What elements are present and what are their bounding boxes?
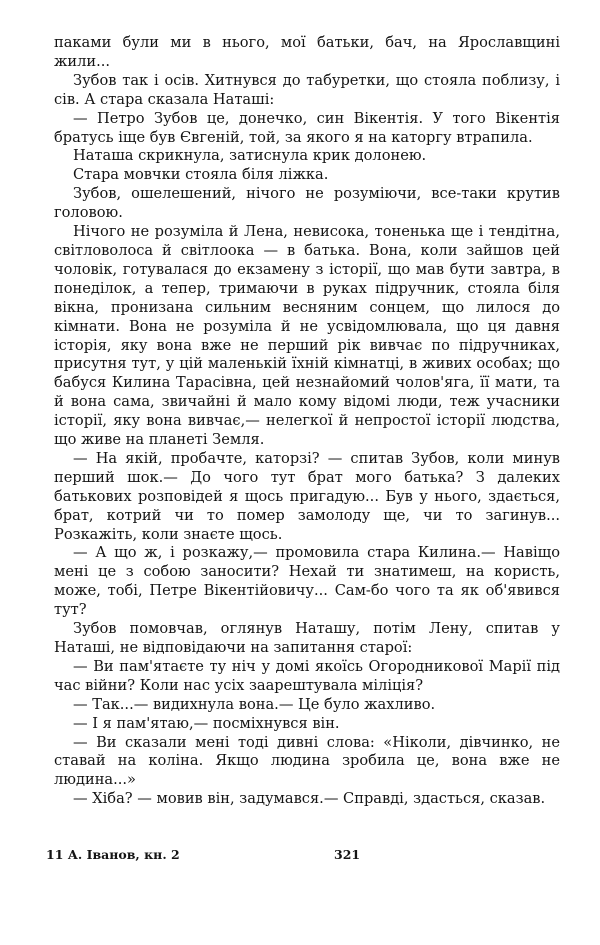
- paragraph-13: — І я пам'ятаю,— посміхнувся він.: [73, 714, 340, 732]
- paragraph-7: Нічого не розуміла й Лена, невисока, тоненька ще і тендітна, світловолоса й світлоока — в батька. Вона, коли зайшов цей чоловік, готувалася до екзамену з історії, що мав бути завтра, в понеділок, а тепер, тримаючи в руках підручник, стояла біля вікна, пронизана сильним весняним сонцем, що лилося до кімнати. Вона не розуміла й не усвідомлювала, що ця давня історія, яку вона вже не перший рік вивчає по підручниках, присутня тут, у цій маленькій їхній кімнатці, в живих особах; що бабуся Килина Тарасівна, цей незнайомий чолов'яга, її мати, та й вона сама, звичайні й мало кому відомі люди, теж учасники історії, яку вона вивчає,— нелегкої й непростої історії людства, що живе на планеті Земля.: [54, 223, 560, 449]
- paragraph-8: — На якій, пробачте, каторзі? — спитав Зубов, коли минув перший шок.— До чого тут брат мого батька? З далеких батькових розповідей я щось пригадую... Був у нього, здається, брат, котрий чи то помер замолоду ще, чи то загинув... Розкажіть, коли знаєте щось.: [54, 449, 560, 543]
- paragraph-12: — Так...— видихнула вона.— Це було жахливо.: [73, 695, 436, 713]
- page-number: 321: [334, 847, 361, 862]
- paragraph-14: — Ви сказали мені тоді дивні слова: «Ніколи, дівчинко, не ставай на коліна. Якщо людина зробила це, вона вже не людина...»: [54, 733, 560, 789]
- paragraph-9: — А що ж, і розкажу,— промовила стара Килина.— Навіщо мені це з собою заносити? Нехай ти знатимеш, на користь, може, тобі, Петре Вікентійовичу... Сам-бо чого та як об'явився тут?: [54, 544, 560, 619]
- paragraph-15: — Хіба? — мовив він, задумався.— Справді, здасться, сказав.: [73, 790, 546, 808]
- printer-signature: 11 А. Іванов, кн. 2: [46, 847, 180, 862]
- page-footer: [46, 847, 556, 867]
- paragraph-2: Зубов так і осів. Хитнувся до табуретки, що стояла поблизу, і сів. А стара сказала Наташі:: [54, 71, 560, 108]
- paragraph-10: Зубов помовчав, оглянув Наташу, потім Лену, спитав у Наташі, не відповідаючи на запитання старої:: [54, 620, 560, 656]
- paragraph-5: Стара мовчки стояла біля ліжка.: [73, 166, 329, 184]
- paragraph-11: — Ви пам'ятаєте ту ніч у домі якоїсь Огородникової Марії під час війни? Коли нас усіх заарештувала міліція?: [54, 657, 560, 694]
- paragraph-4: Наташа скрикнула, затиснула крик долонею.: [73, 147, 427, 165]
- paragraph-3: — Петро Зубов це, донечко, син Вікентія. У того Вікентія братусь іще був Євгеній, той, за якого я на каторгу втрапила.: [54, 109, 560, 146]
- book-page-text: [54, 34, 560, 809]
- paragraph-6: Зубов, ошелешений, нічого не розуміючи, все-таки крутив головою.: [54, 185, 560, 222]
- paragraph-1: паками були ми в нього, мої батьки, бач, на Ярославщині жили...: [54, 34, 560, 70]
